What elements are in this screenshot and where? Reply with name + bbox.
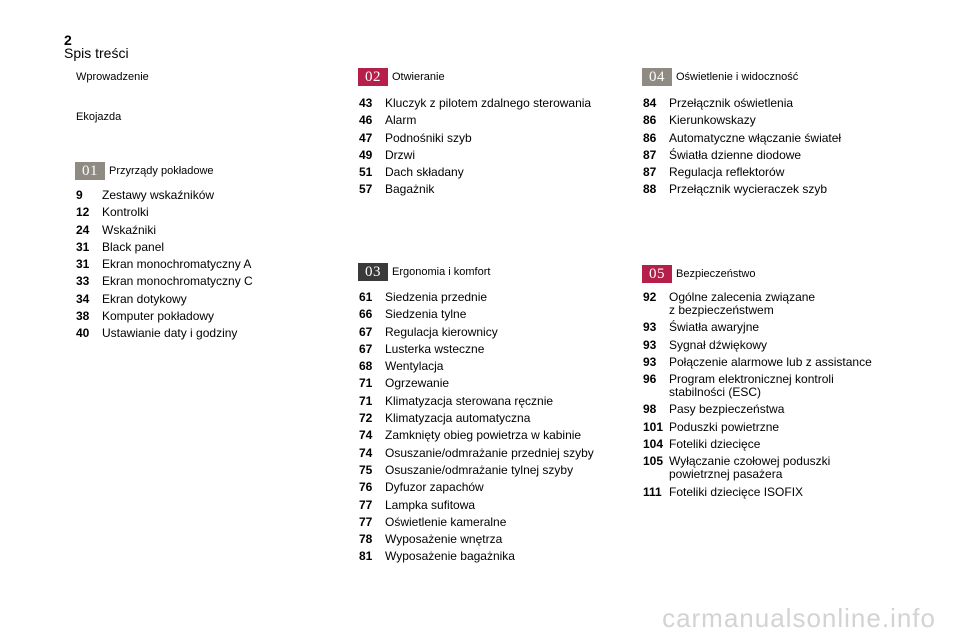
toc-title: Siedzenia tylne <box>385 307 467 322</box>
toc-page-number: 66 <box>359 307 373 322</box>
toc-title: Wentylacja <box>385 359 444 374</box>
toc-page-number: 71 <box>359 393 373 408</box>
watermark: carmanualsonline.info <box>662 603 936 633</box>
toc-page-number: 111 <box>643 484 662 499</box>
section-badge: 02 <box>358 68 388 86</box>
toc-page-number: 9 <box>76 188 83 202</box>
section-badge: 01 <box>75 162 105 180</box>
toc-title: Lampka sufitowa <box>385 497 476 512</box>
toc-list-02 <box>359 97 609 201</box>
toc-title <box>669 455 903 481</box>
toc-entry[interactable] <box>359 343 619 356</box>
toc-page-number: 87 <box>643 147 657 162</box>
toc-page-number: 105 <box>643 454 664 469</box>
toc-entry[interactable] <box>359 326 619 339</box>
toc-title: Przełącznik oświetlenia <box>669 96 794 110</box>
section-header-05[interactable] <box>642 265 756 283</box>
toc-page-number: 93 <box>643 320 657 335</box>
toc-list-01 <box>76 189 316 345</box>
toc-title: Klimatyzacja sterowana ręcznie <box>385 393 554 408</box>
toc-title: Siedzenia przednie <box>385 290 488 304</box>
toc-title: Ekran dotykowy <box>102 291 187 306</box>
section-badge: 03 <box>358 263 388 281</box>
toc-entry[interactable] <box>359 97 609 110</box>
toc-entry[interactable] <box>359 464 619 477</box>
toc-page-number: 93 <box>643 337 657 352</box>
toc-title: Kluczyk z pilotem zdalnego sterowania <box>385 96 592 110</box>
toc-page-number: 104 <box>643 437 664 452</box>
toc-page-number: 49 <box>359 147 373 162</box>
toc-list-03 <box>359 291 619 568</box>
toc-entry[interactable] <box>359 516 619 529</box>
toc-entry[interactable] <box>76 206 316 219</box>
toc-title-line: powietrznej pasażera <box>669 467 783 482</box>
toc-page-number: 92 <box>643 290 657 304</box>
toc-entry[interactable] <box>359 291 619 304</box>
toc-entry[interactable] <box>643 373 903 399</box>
toc-title: Ekran monochromatyczny C <box>102 274 253 289</box>
toc-title: Wyposażenie bagażnika <box>385 549 515 564</box>
toc-title: Lusterka wsteczne <box>385 341 485 356</box>
toc-page-number: 31 <box>76 257 90 272</box>
toc-entry[interactable] <box>76 241 316 254</box>
toc-title: Ekran monochromatyczny A <box>102 257 252 272</box>
toc-entry[interactable] <box>643 291 903 317</box>
toc-title: Regulacja kierownicy <box>385 324 498 339</box>
toc-page-number: 38 <box>76 309 90 324</box>
toc-page-number: 88 <box>643 182 657 197</box>
toc-page-number: 68 <box>359 359 373 374</box>
toc-page-number: 86 <box>643 113 657 128</box>
toc-title: Wyposażenie wnętrza <box>385 532 503 547</box>
toc-entry[interactable] <box>643 321 903 334</box>
toc-entry[interactable] <box>643 114 893 127</box>
toc-title: Klimatyzacja automatyczna <box>385 411 531 426</box>
toc-title: Pasy bezpieczeństwa <box>669 402 785 417</box>
toc-entry[interactable] <box>643 486 903 499</box>
toc-page-number: 93 <box>643 354 657 369</box>
toc-entry[interactable] <box>359 183 609 196</box>
toc-entry[interactable] <box>643 339 903 352</box>
toc-title: Światła awaryjne <box>669 320 760 335</box>
toc-entry[interactable] <box>643 166 893 179</box>
toc-page-number: 46 <box>359 113 373 128</box>
toc-entry[interactable] <box>359 377 619 390</box>
toc-page-number: 67 <box>359 324 373 339</box>
toc-page-number: 101 <box>643 419 664 434</box>
toc-entry[interactable] <box>643 421 903 434</box>
toc-entry[interactable] <box>359 360 619 373</box>
toc-page-number: 72 <box>359 411 373 426</box>
toc-page-number: 81 <box>359 549 373 564</box>
toc-entry[interactable] <box>643 438 903 451</box>
toc-title: Oświetlenie kameralne <box>385 514 507 529</box>
toc-page-number: 87 <box>643 165 657 180</box>
toc-page-number: 77 <box>359 497 373 512</box>
toc-page-number: 74 <box>359 445 373 460</box>
toc-page-number: 67 <box>359 341 373 356</box>
toc-page-number: 96 <box>643 372 657 387</box>
section-title: Oświetlenie i widoczność <box>676 70 799 83</box>
toc-title: Poduszki powietrzne <box>669 419 780 434</box>
toc-page-number: 47 <box>359 130 373 145</box>
toc-entry[interactable] <box>643 149 893 162</box>
toc-page-number: 43 <box>359 96 373 110</box>
toc-title: Zestawy wskaźników <box>102 188 215 202</box>
toc-title: Regulacja reflektorów <box>669 165 785 180</box>
toc-entry[interactable] <box>76 275 316 288</box>
toc-page-number: 33 <box>76 274 90 289</box>
toc-entry[interactable] <box>359 499 619 512</box>
toc-title: Black panel <box>102 239 165 254</box>
toc-title: Bagażnik <box>385 182 435 197</box>
toc-entry[interactable] <box>359 166 609 179</box>
toc-title: Połączenie alarmowe lub z assistance <box>669 354 872 369</box>
page-title: Spis treści <box>64 45 129 61</box>
toc-entry[interactable] <box>76 258 316 271</box>
toc-title: Automatyczne włączanie świateł <box>669 130 842 145</box>
toc-entry[interactable] <box>643 97 893 110</box>
toc-entry[interactable] <box>76 189 316 202</box>
toc-page-number: 31 <box>76 239 90 254</box>
toc-title <box>669 373 903 399</box>
section-header-02[interactable] <box>358 68 445 86</box>
toc-title: Alarm <box>385 113 417 128</box>
section-title: Przyrządy pokładowe <box>109 164 214 177</box>
toc-title: Osuszanie/odmrażanie przedniej szyby <box>385 445 594 460</box>
toc-entry[interactable] <box>76 310 316 323</box>
toc-title: Przełącznik wycieraczek szyb <box>669 182 828 197</box>
toc-page-number: 61 <box>359 290 373 304</box>
toc-entry[interactable] <box>76 224 316 237</box>
toc-page-number: 40 <box>76 326 90 341</box>
toc-page-number: 51 <box>359 165 373 180</box>
toc-page-number: 76 <box>359 480 373 495</box>
toc-title: Zamknięty obieg powietrza w kabinie <box>385 428 582 443</box>
toc-title: Komputer pokładowy <box>102 309 215 324</box>
toc-title: Ogrzewanie <box>385 376 450 391</box>
page-number: 2 <box>64 32 72 48</box>
intro-link[interactable]: Wprowadzenie <box>76 71 149 83</box>
toc-entry[interactable] <box>359 429 619 442</box>
toc-title-line: Wyłączanie czołowej poduszki <box>669 454 831 469</box>
toc-entry[interactable] <box>359 114 609 127</box>
toc-entry[interactable] <box>359 481 619 494</box>
toc-title-line: Ogólne zalecenia związane <box>669 290 816 304</box>
toc-entry[interactable] <box>359 308 619 321</box>
toc-title: Dach składany <box>385 165 464 180</box>
toc-page-number: 86 <box>643 130 657 145</box>
toc-page-number: 24 <box>76 222 90 237</box>
toc-list-05 <box>643 291 903 503</box>
toc-title-line: z bezpieczeństwem <box>669 303 774 317</box>
toc-entry[interactable] <box>643 356 903 369</box>
section-badge: 05 <box>642 265 672 283</box>
toc-entry[interactable] <box>359 412 619 425</box>
toc-page-number: 74 <box>359 428 373 443</box>
toc-title-line: Program elektronicznej kontroli <box>669 372 834 387</box>
toc-entry[interactable] <box>359 132 609 145</box>
toc-page-number: 12 <box>76 205 90 220</box>
toc-page-number: 84 <box>643 96 657 110</box>
section-badge: 04 <box>642 68 672 86</box>
toc-title: Kontrolki <box>102 205 149 220</box>
toc-title: Kierunkowskazy <box>669 113 756 128</box>
toc-page-number: 75 <box>359 462 373 477</box>
toc-title: Dyfuzor zapachów <box>385 480 484 495</box>
toc-entry[interactable] <box>643 132 893 145</box>
eco-driving-link[interactable]: Ekojazda <box>76 111 122 123</box>
toc-entry[interactable] <box>359 533 619 546</box>
toc-title <box>669 291 903 317</box>
toc-title: Sygnał dźwiękowy <box>669 337 768 352</box>
toc-entry[interactable] <box>76 293 316 306</box>
toc-page-number: 77 <box>359 514 373 529</box>
toc-entry[interactable] <box>359 395 619 408</box>
toc-entry[interactable] <box>359 550 619 563</box>
toc-page-number: 98 <box>643 402 657 417</box>
toc-title: Ustawianie daty i godziny <box>102 326 238 341</box>
toc-page-number: 78 <box>359 532 373 547</box>
section-title: Ergonomia i komfort <box>392 265 491 278</box>
toc-title-line: stabilności (ESC) <box>669 385 762 400</box>
toc-list-04 <box>643 97 893 201</box>
toc-title: Podnośniki szyb <box>385 130 472 145</box>
toc-entry[interactable] <box>643 183 893 196</box>
section-header-03[interactable] <box>358 263 490 281</box>
toc-page-number: 71 <box>359 376 373 391</box>
toc-title: Foteliki dziecięce ISOFIX <box>669 484 804 499</box>
section-header-04[interactable] <box>642 68 798 86</box>
toc-title: Drzwi <box>385 147 415 162</box>
toc-page-number: 57 <box>359 182 373 197</box>
toc-entry[interactable] <box>643 455 903 481</box>
section-header-01[interactable] <box>75 162 214 180</box>
toc-entry[interactable] <box>359 149 609 162</box>
toc-title: Światła dzienne diodowe <box>669 147 802 162</box>
toc-title: Osuszanie/odmrażanie tylnej szyby <box>385 462 574 477</box>
toc-entry[interactable] <box>359 447 619 460</box>
toc-title: Foteliki dziecięce <box>669 437 761 452</box>
toc-entry[interactable] <box>76 327 316 340</box>
section-title: Otwieranie <box>392 70 445 83</box>
toc-page-number: 34 <box>76 291 90 306</box>
toc-entry[interactable] <box>643 403 903 416</box>
toc-title: Wskaźniki <box>102 222 157 237</box>
section-title: Bezpieczeństwo <box>676 267 756 280</box>
